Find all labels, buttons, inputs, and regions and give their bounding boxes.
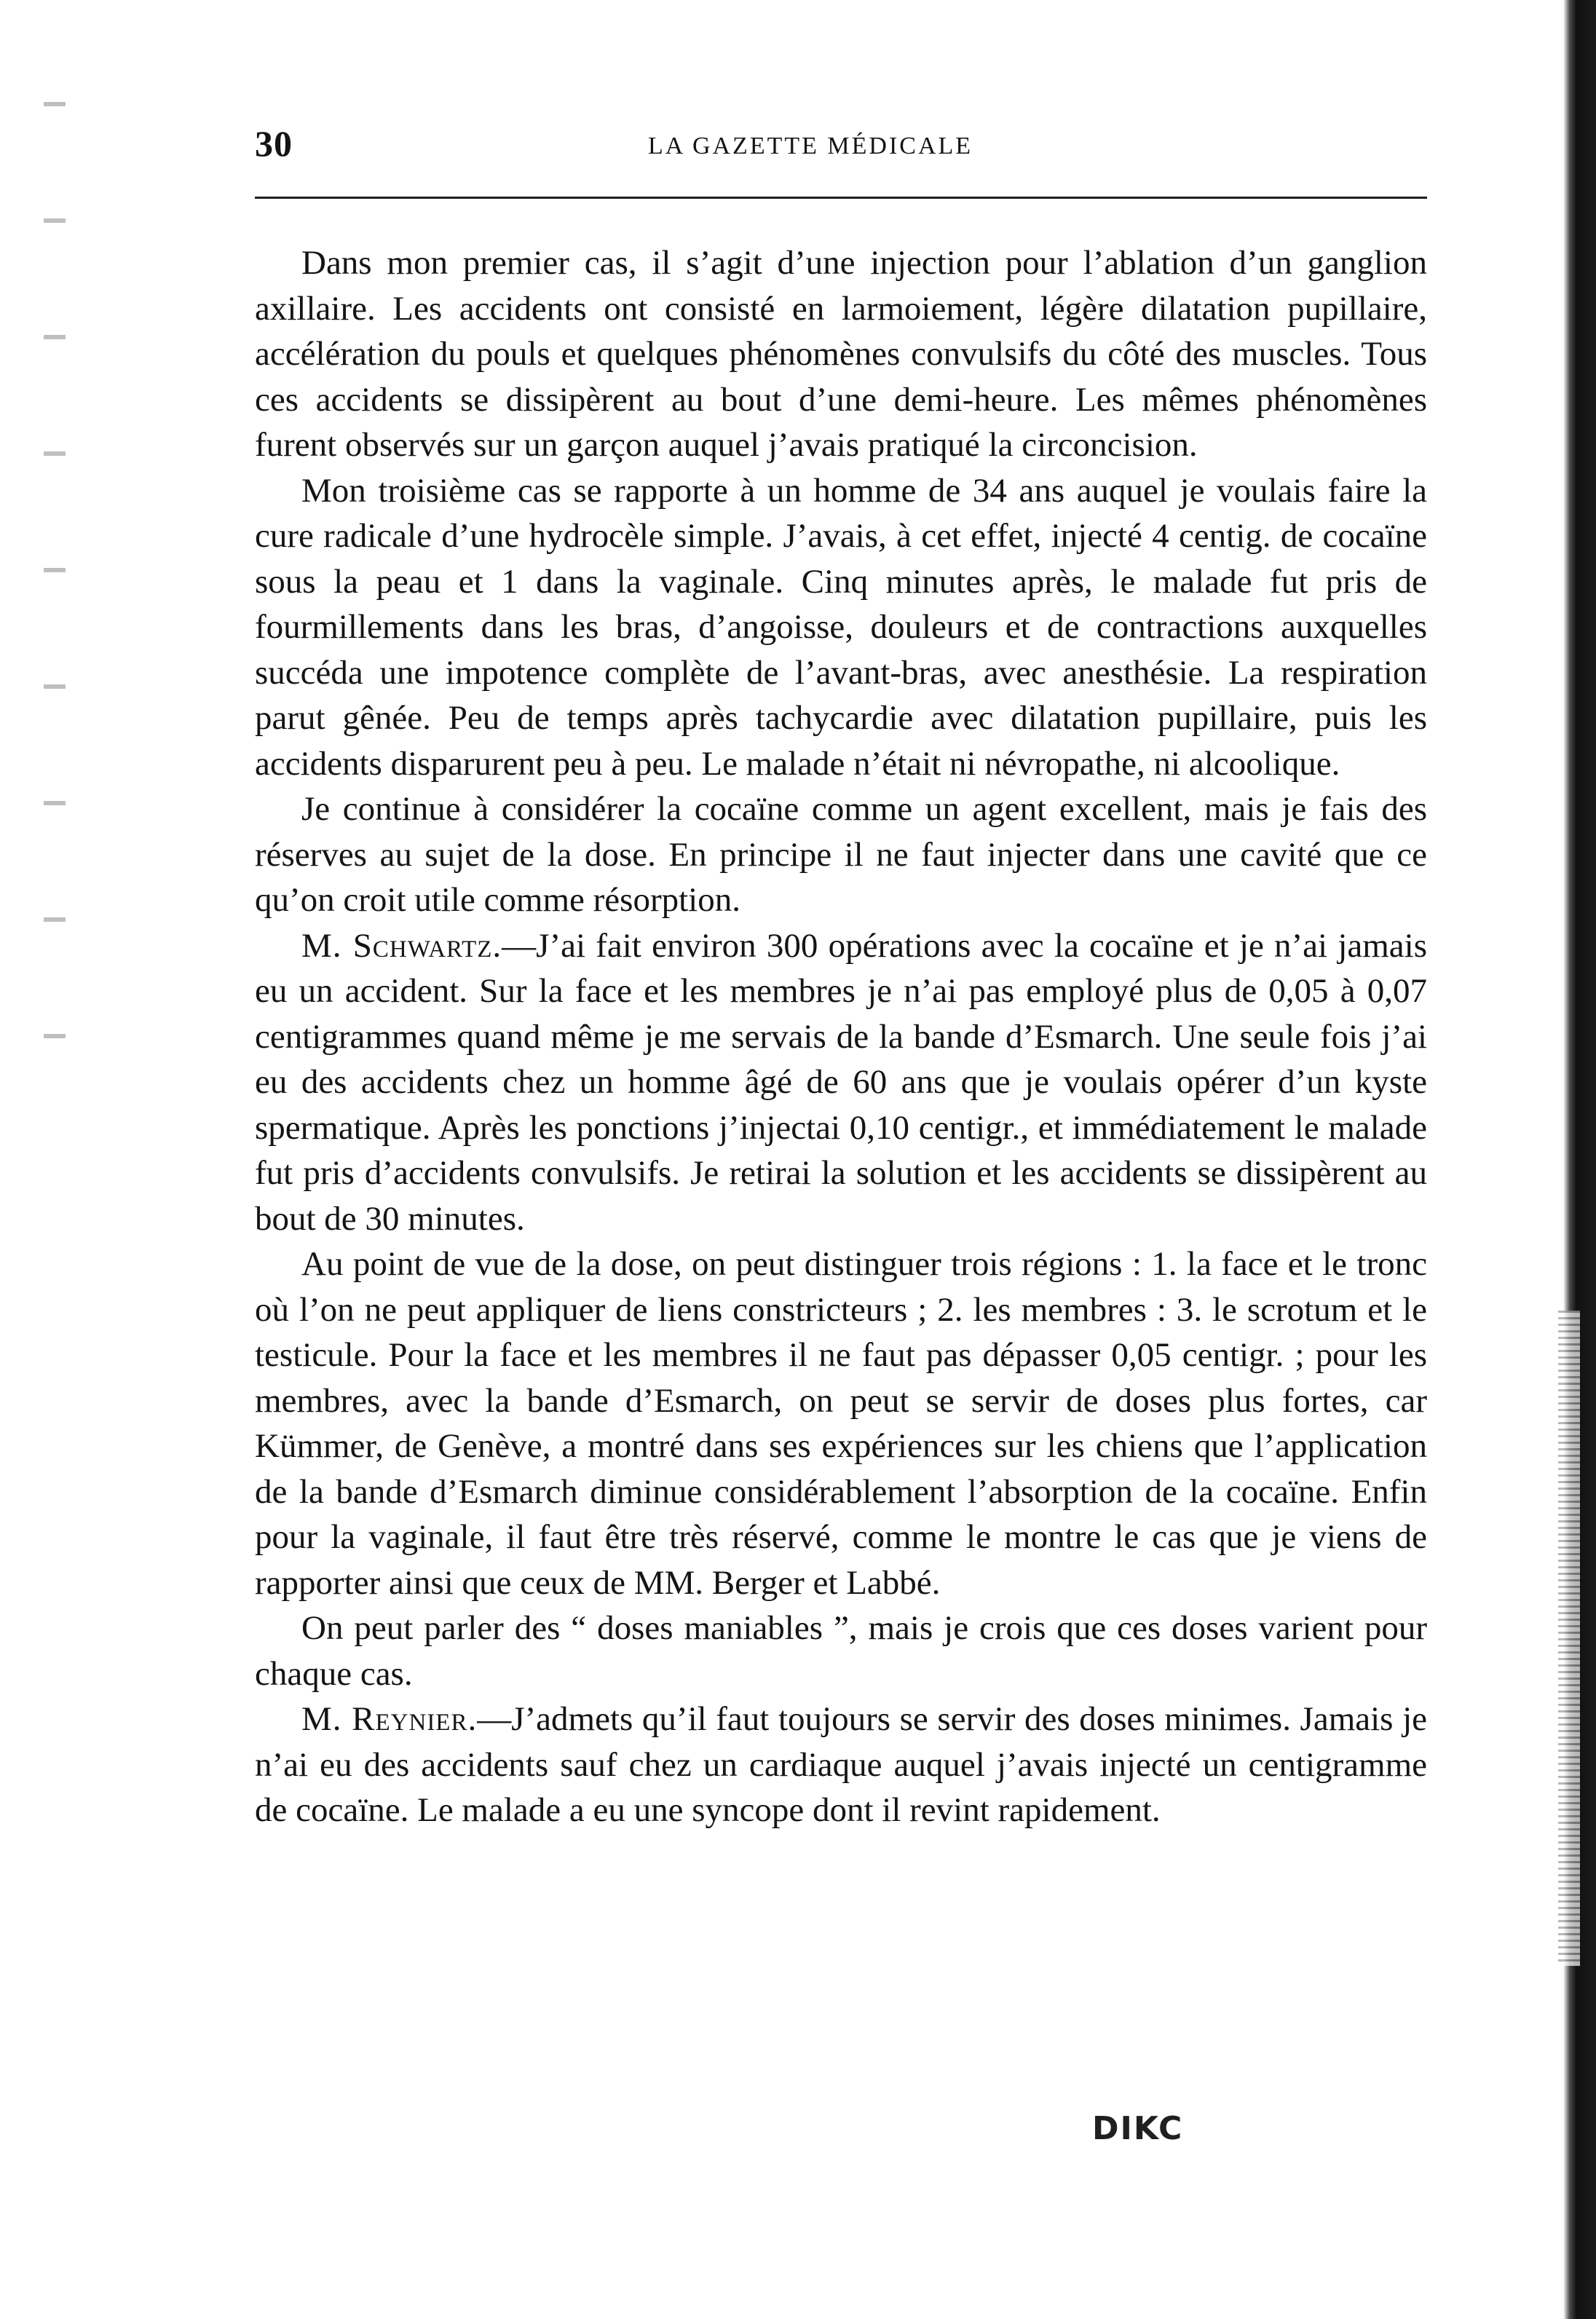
paragraph (255, 240, 1427, 468)
scan-specks (44, 44, 66, 1063)
speaker-name: M. Reynier. (301, 1700, 478, 1738)
page-number: 30 (255, 123, 293, 164)
paragraph (255, 786, 1427, 923)
paragraph-text: —J’ai fait environ 300 opérations avec la cocaïne et je n’ai jamais eu un accident. Sur la face et les membres je n’ai pas employé plus de 0,05 à 0,07 centigrammes quand même je me servais de la bande d’Esmarch. Une seule fois j’ai eu des accidents chez un homme âgé de 60 ans que je voulais opérer d’un kyste spermatique. Après les ponctions j’injectai 0,10 centigr., et immédiatement le malade fut pris d’accidents convulsifs. Je retirai la solution et les accidents se dissipèrent au bout de 30 minutes. (255, 926, 1427, 1238)
running-head (255, 122, 1427, 173)
paragraph-text: —J’admets qu’il faut toujours se servir des doses minimes. Jamais je n’ai eu des accidents sauf chez un cardiaque auquel j’avais injecté un centigramme de cocaïne. Le malade a eu une syncope dont il revint rapidement. (255, 1700, 1427, 1829)
paragraph (255, 468, 1427, 787)
paragraph (255, 1696, 1427, 1833)
library-stamp: DIKC (1092, 2110, 1184, 2147)
journal-title: LA GAZETTE MÉDICALE (648, 133, 973, 159)
paragraph (255, 1241, 1427, 1605)
paragraph-text: Je continue à considérer la cocaïne comme un agent excellent, mais je fais des réserves au sujet de la dose. En principe il ne faut injecter dans une cavité que ce qu’on croit utile comme résorption. (255, 790, 1427, 919)
article-body (255, 240, 1427, 1833)
scan-binding-edge (1552, 0, 1596, 2319)
paragraph-text: Dans mon premier cas, il s’agit d’une injection pour l’ablation d’un ganglion axillaire. Les accidents ont consisté en larmoiement, légère dilatation pupillaire, accélération du pouls et quelques phénomènes convulsifs du côté des muscles. Tous ces accidents se dissipèrent au bout d’une demi-heure. Les mêmes phénomènes furent observés sur un garçon auquel j’avais pratiqué la circoncision. (255, 244, 1427, 464)
header-rule (255, 197, 1427, 199)
speaker-name: M. Schwartz. (301, 926, 502, 965)
paragraph-text: Au point de vue de la dose, on peut distinguer trois régions : 1. la face et le tronc où l’on ne peut appliquer de liens constricteurs ; 2. les membres : 3. le scrotum et le testicule. Pour la face et les membres il ne faut pas dépasser 0,05 centigr. ; pour les membres, avec la bande d’Esmarch, on peut se servir de doses plus fortes, car Kümmer, de Genève, a montré dans ses expériences sur les chiens que l’application de la bande d’Esmarch diminue considérablement l’absorption de la cocaïne. Enfin pour la vaginale, il faut être très réservé, comme le montre le cas que je viens de rapporter ainsi que ceux de MM. Berger et Labbé. (255, 1245, 1427, 1602)
paragraph (255, 1605, 1427, 1696)
paragraph-text: On peut parler des “ doses maniables ”, mais je crois que ces doses varient pour chaque cas. (255, 1609, 1427, 1693)
paragraph-text: Mon troisième cas se rapporte à un homme de 34 ans auquel je voulais faire la cure radicale d’une hydrocèle simple. J’avais, à cet effet, injecté 4 centig. de cocaïne sous la peau et 1 dans la vaginale. Cinq minutes après, le malade fut pris de fourmillements dans les bras, d’angoisse, douleurs et de contractions auxquelles succéda une impotence complète de l’avant-bras, avec anesthésie. La respiration parut gênée. Peu de temps après tachycardie avec dilatation pupillaire, puis les accidents disparurent peu à peu. Le malade n’était ni névropathe, ni alcoolique. (255, 471, 1427, 783)
paragraph (255, 923, 1427, 1242)
